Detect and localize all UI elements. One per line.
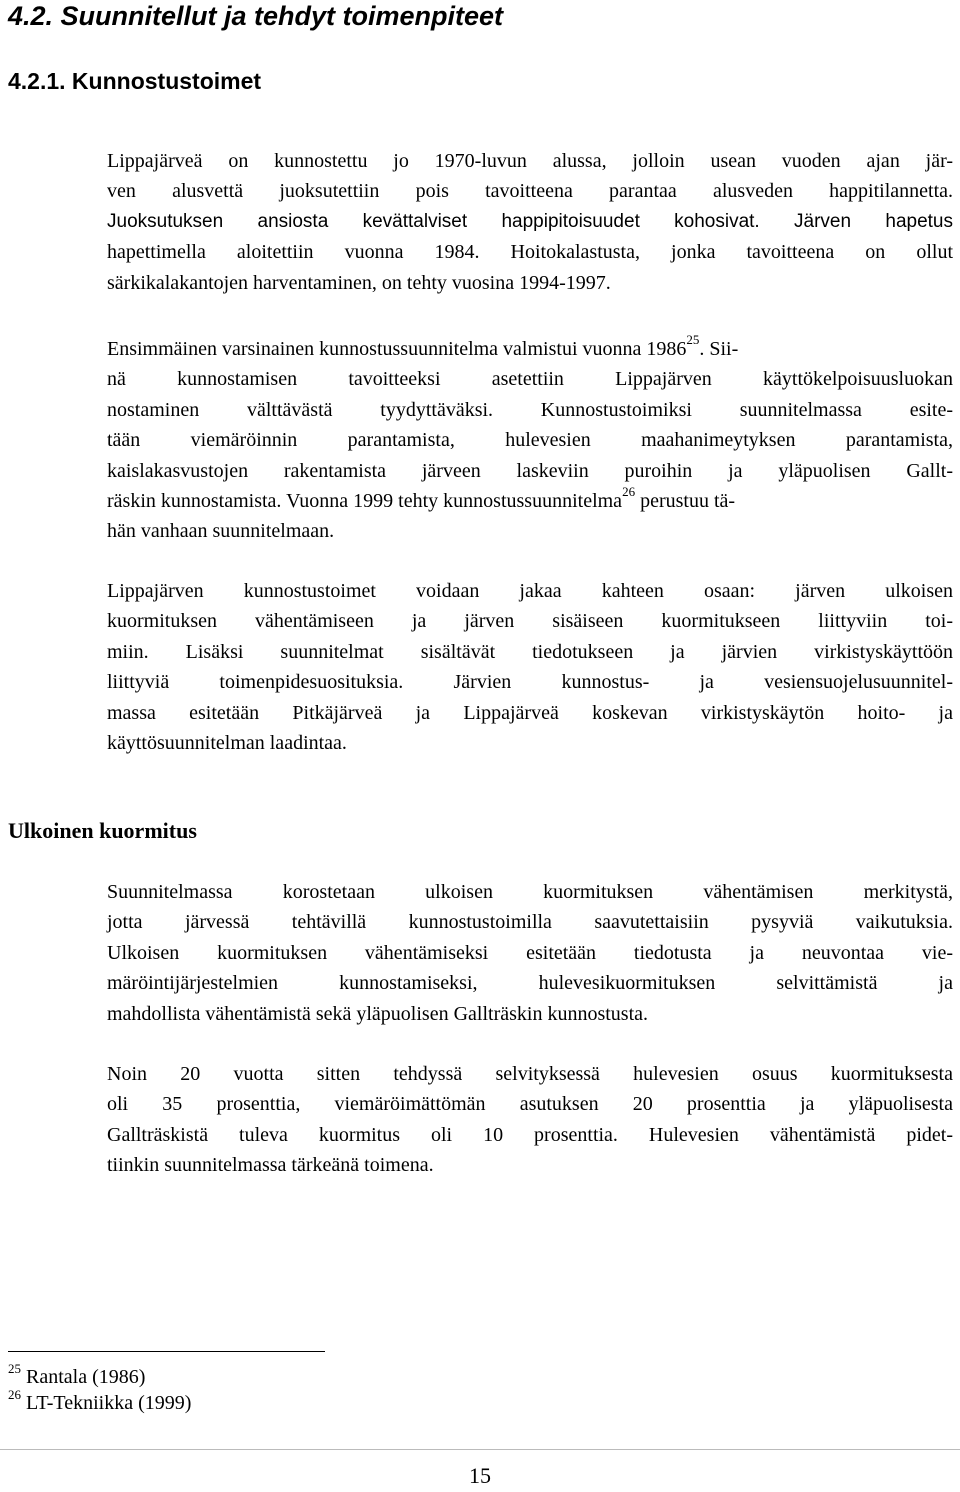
paragraph-3 (107, 576, 953, 758)
footnote-divider (8, 1351, 325, 1352)
footnote-ref[interactable]: 26 (622, 484, 636, 500)
subheading-ulkoinen-kuormitus: Ulkoinen kuormitus (8, 818, 197, 843)
text-line: Lippajärven kunnostustoimet voidaan jakaa kahteen osaan: järven ulkoisen (107, 580, 953, 602)
paragraph-2 (107, 334, 953, 547)
footnote (8, 1361, 146, 1390)
text-line (107, 486, 953, 516)
text-line (107, 334, 953, 364)
text-line: märöintijärjestelmien kunnostamiseksi, hulevesikuormituksen selvittämistä ja (107, 972, 953, 995)
paragraph-4 (107, 877, 953, 1029)
footnote-number: 26 (8, 1387, 21, 1403)
text-line: särkikalakantojen harventaminen, on tehty vuosina 1994-1997. (107, 271, 611, 294)
text-line: liittyviä toimenpidesuosituksia. Järvien kunnostus- ja vesiensuojelusuunnitel- (107, 671, 953, 694)
footnote-ref[interactable]: 25 (686, 332, 700, 348)
text-line: Ulkoisen kuormituksen vähentämiseksi esitetään tiedotusta ja neuvontaa vie- (107, 941, 953, 964)
text-line: Suunnitelmassa korostetaan ulkoisen kuormituksen vähentämisen merkitystä, (107, 881, 953, 903)
text-line: nostaminen välttävästä tyydyttäväksi. Kunnostustoimiksi suunnitelmassa esite- (107, 398, 953, 421)
text-line: tiinkin suunnitelmassa tärkeänä toimena. (107, 1154, 434, 1177)
page-number: 15 (469, 1463, 491, 1488)
text-line: oli 35 prosenttia, viemäröimättömän asutuksen 20 prosenttia ja yläpuolisesta (107, 1093, 953, 1116)
section-heading: 4.2. Suunnitellut ja tehdyt toimenpiteet (8, 1, 504, 31)
footnote-text: Rantala (1986) (26, 1366, 146, 1388)
text-line: kuormituksen vähentämiseen ja järven sisäiseen kuormitukseen liittyviin toi- (107, 610, 953, 633)
line-tail: perustuu tä- (635, 490, 736, 513)
paragraph-5 (107, 1059, 953, 1181)
text-line: massa esitetään Pitkäjärveä ja Lippajärveä koskevan virkistyskäytön hoito- ja (107, 701, 953, 724)
line-text: räskin kunnostamista. Vuonna 1999 tehty kunnostussuunnitelma (107, 490, 623, 513)
text-line: hän vanhaan suunnitelmaan. (107, 520, 335, 543)
text-line: kaislakasvustojen rakentamista järveen laskeviin puroihin ja yläpuolisen Gallt- (107, 459, 953, 482)
footnote (8, 1387, 192, 1416)
text-line: ven alusvettä juoksutettiin pois tavoitteena parantaa alusveden happitilannetta. (107, 180, 953, 203)
line-tail: . Sii- (699, 338, 739, 360)
page-divider (0, 1449, 960, 1450)
footnote-text: LT-Tekniikka (1999) (26, 1392, 192, 1414)
text-line: Noin 20 vuotta sitten tehdyssä selvityksessä hulevesien osuus kuormituksesta (107, 1063, 953, 1085)
text-line: mahdollista vähentämistä sekä yläpuolisen Gallträskin kunnostusta. (107, 1002, 649, 1025)
text-line: Lippajärveä on kunnostettu jo 1970-luvun alussa, jolloin usean vuoden ajan jär- (107, 150, 953, 172)
text-line: miin. Lisäksi suunnitelmat sisältävät tiedotukseen ja järvien virkistyskäyttöön (107, 640, 953, 663)
paragraph-1 (107, 146, 953, 298)
text-line: Juoksutuksen ansiosta kevättalviset happipitoisuudet kohosivat. Järven hapetus (107, 210, 953, 232)
footnote-number: 25 (8, 1361, 21, 1377)
text-line: käyttösuunnitelman laadintaa. (107, 732, 347, 755)
text-line: jotta järvessä tehtävillä kunnostustoimilla saavutettaisiin pysyviä vaikutuksia. (107, 911, 953, 934)
text-line: tään viemäröinnin parantamista, hulevesien maahanimeytyksen parantamista, (107, 429, 953, 452)
subsection-heading: 4.2.1. Kunnostustoimet (8, 68, 262, 94)
line-text: Ensimmäinen varsinainen kunnostussuunnitelma valmistui vuonna 1986 (107, 338, 687, 360)
text-line: Gallträskistä tuleva kuormitus oli 10 prosenttia. Hulevesien vähentämistä pidet- (107, 1123, 953, 1146)
text-line: hapettimella aloitettiin vuonna 1984. Hoitokalastusta, jonka tavoitteena on ollut (107, 241, 953, 264)
text-line: nä kunnostamisen tavoitteeksi asetettiin Lippajärven käyttökelpoisuusluokan (107, 368, 953, 391)
